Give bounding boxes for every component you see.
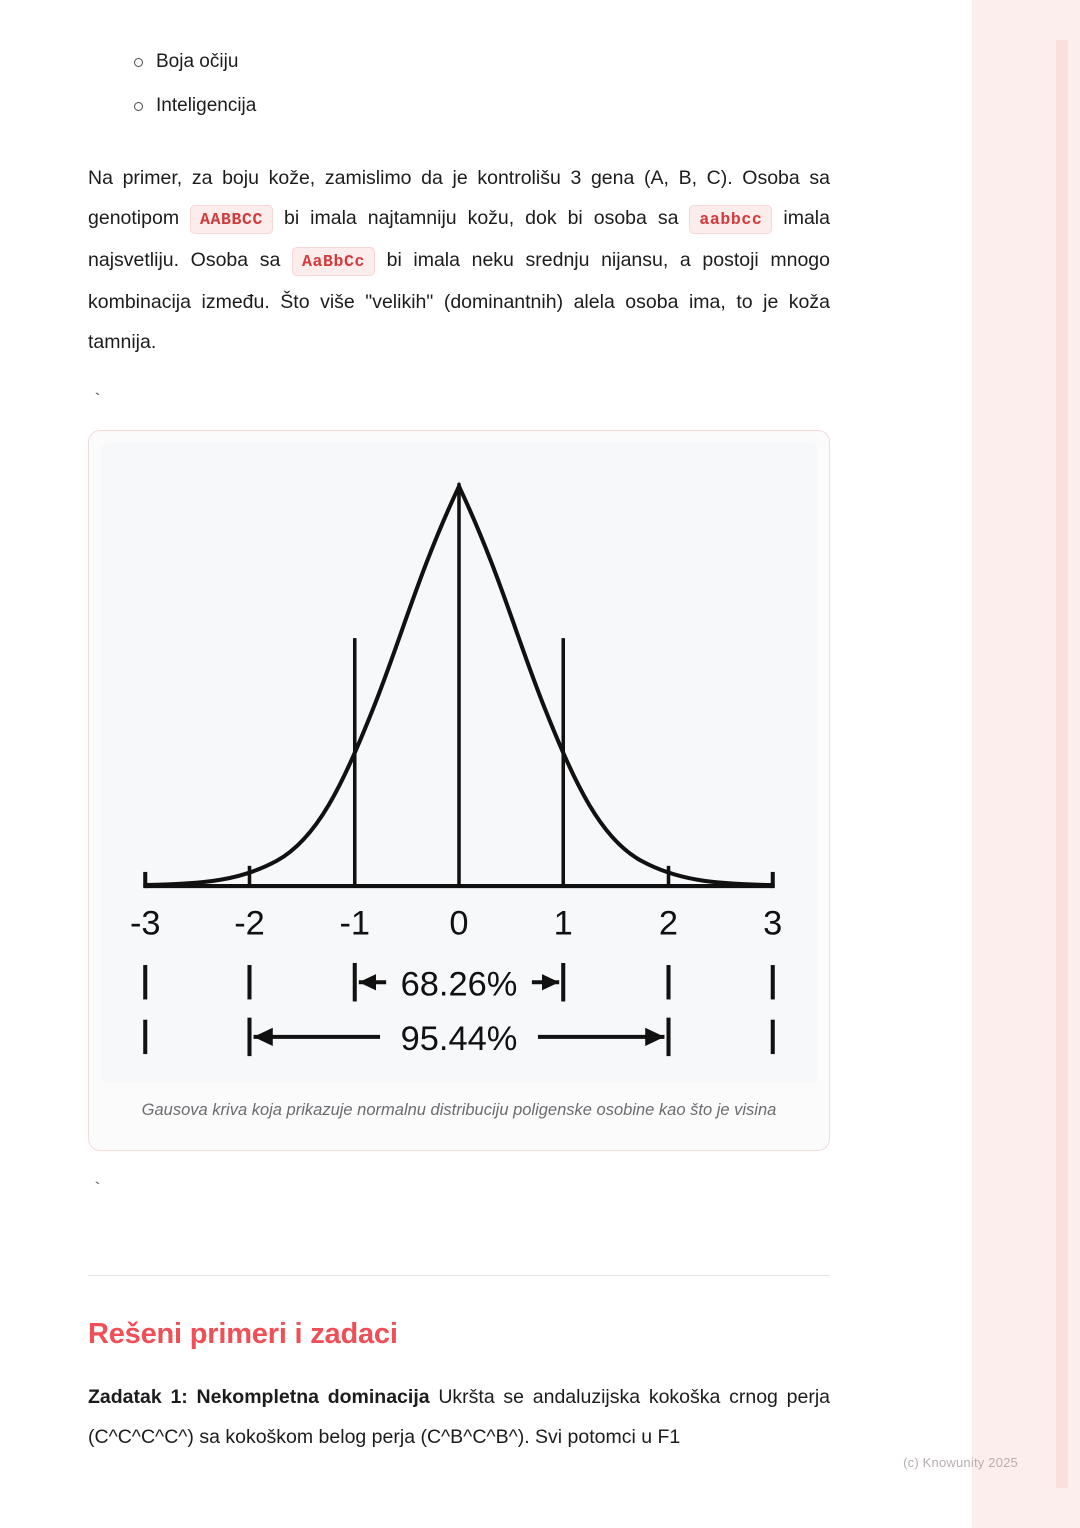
section-divider [88,1275,830,1276]
figure-image-area [101,443,817,1082]
genotype-code-aabbcc-dominant: AABBCC [190,205,273,234]
svg-text:3: 3 [763,904,783,943]
genotype-code-heterozygous: AaBbCc [292,247,375,276]
trait-list [88,40,830,128]
task-paragraph [88,1377,830,1457]
svg-text:0: 0 [449,904,469,943]
paragraph-part-1: Na primer, za boju kože, zamislimo da je kontrolišu 3 gena (A, B, C). Osoba sa genotipom [88,167,830,229]
task-text: Ukršta se andaluzijska kokoška crnog perja (C^C^C^C^) sa kokoškom belog perja (C^B^C^B^). Svi potomci u F1 [88,1386,830,1449]
section-title: Rešeni primeri i zadaci [88,1318,398,1351]
stray-backtick-bottom: ` [92,1181,103,1202]
paragraph-part-2: bi imala najtamniju kožu, dok bi osoba sa [284,207,679,229]
list-item [88,40,830,84]
figure-caption: Gausova kriva koja prikazuje normalnu distribuciju poligenske osobine kao što je visina [141,1101,777,1120]
task-label: Zadatak 1: Nekompletna dominacija [88,1386,430,1409]
list-item-label: Inteligencija [156,95,257,116]
list-item-label: Boja očiju [156,51,239,72]
svg-text:68.26%: 68.26% [400,965,518,1004]
document-content [88,40,830,1457]
svg-text:-2: -2 [234,904,265,943]
svg-text:-1: -1 [339,904,371,943]
svg-text:1: 1 [553,904,573,943]
svg-text:2: 2 [658,904,679,943]
svg-text:95.44%: 95.44% [400,1020,518,1059]
list-item [88,84,830,128]
normal-distribution-chart [125,461,793,1068]
svg-text:-3: -3 [129,904,161,943]
stray-backtick-top: ` [92,392,103,412]
watermark: (c) Knowunity 2025 [903,1455,1018,1470]
genotype-code-recessive: aabbcc [689,205,772,234]
body-paragraph [88,158,830,362]
paragraph-part-3: imala najsvetliju. Osoba sa [88,207,830,271]
paragraph-part-4: bi imala neku srednju nijansu, a postoji mnogo kombinacija između. Što više "velikih" (dominantnih) alela osoba ima, to je koža tamnija. [88,249,830,353]
figure-card [88,430,830,1151]
